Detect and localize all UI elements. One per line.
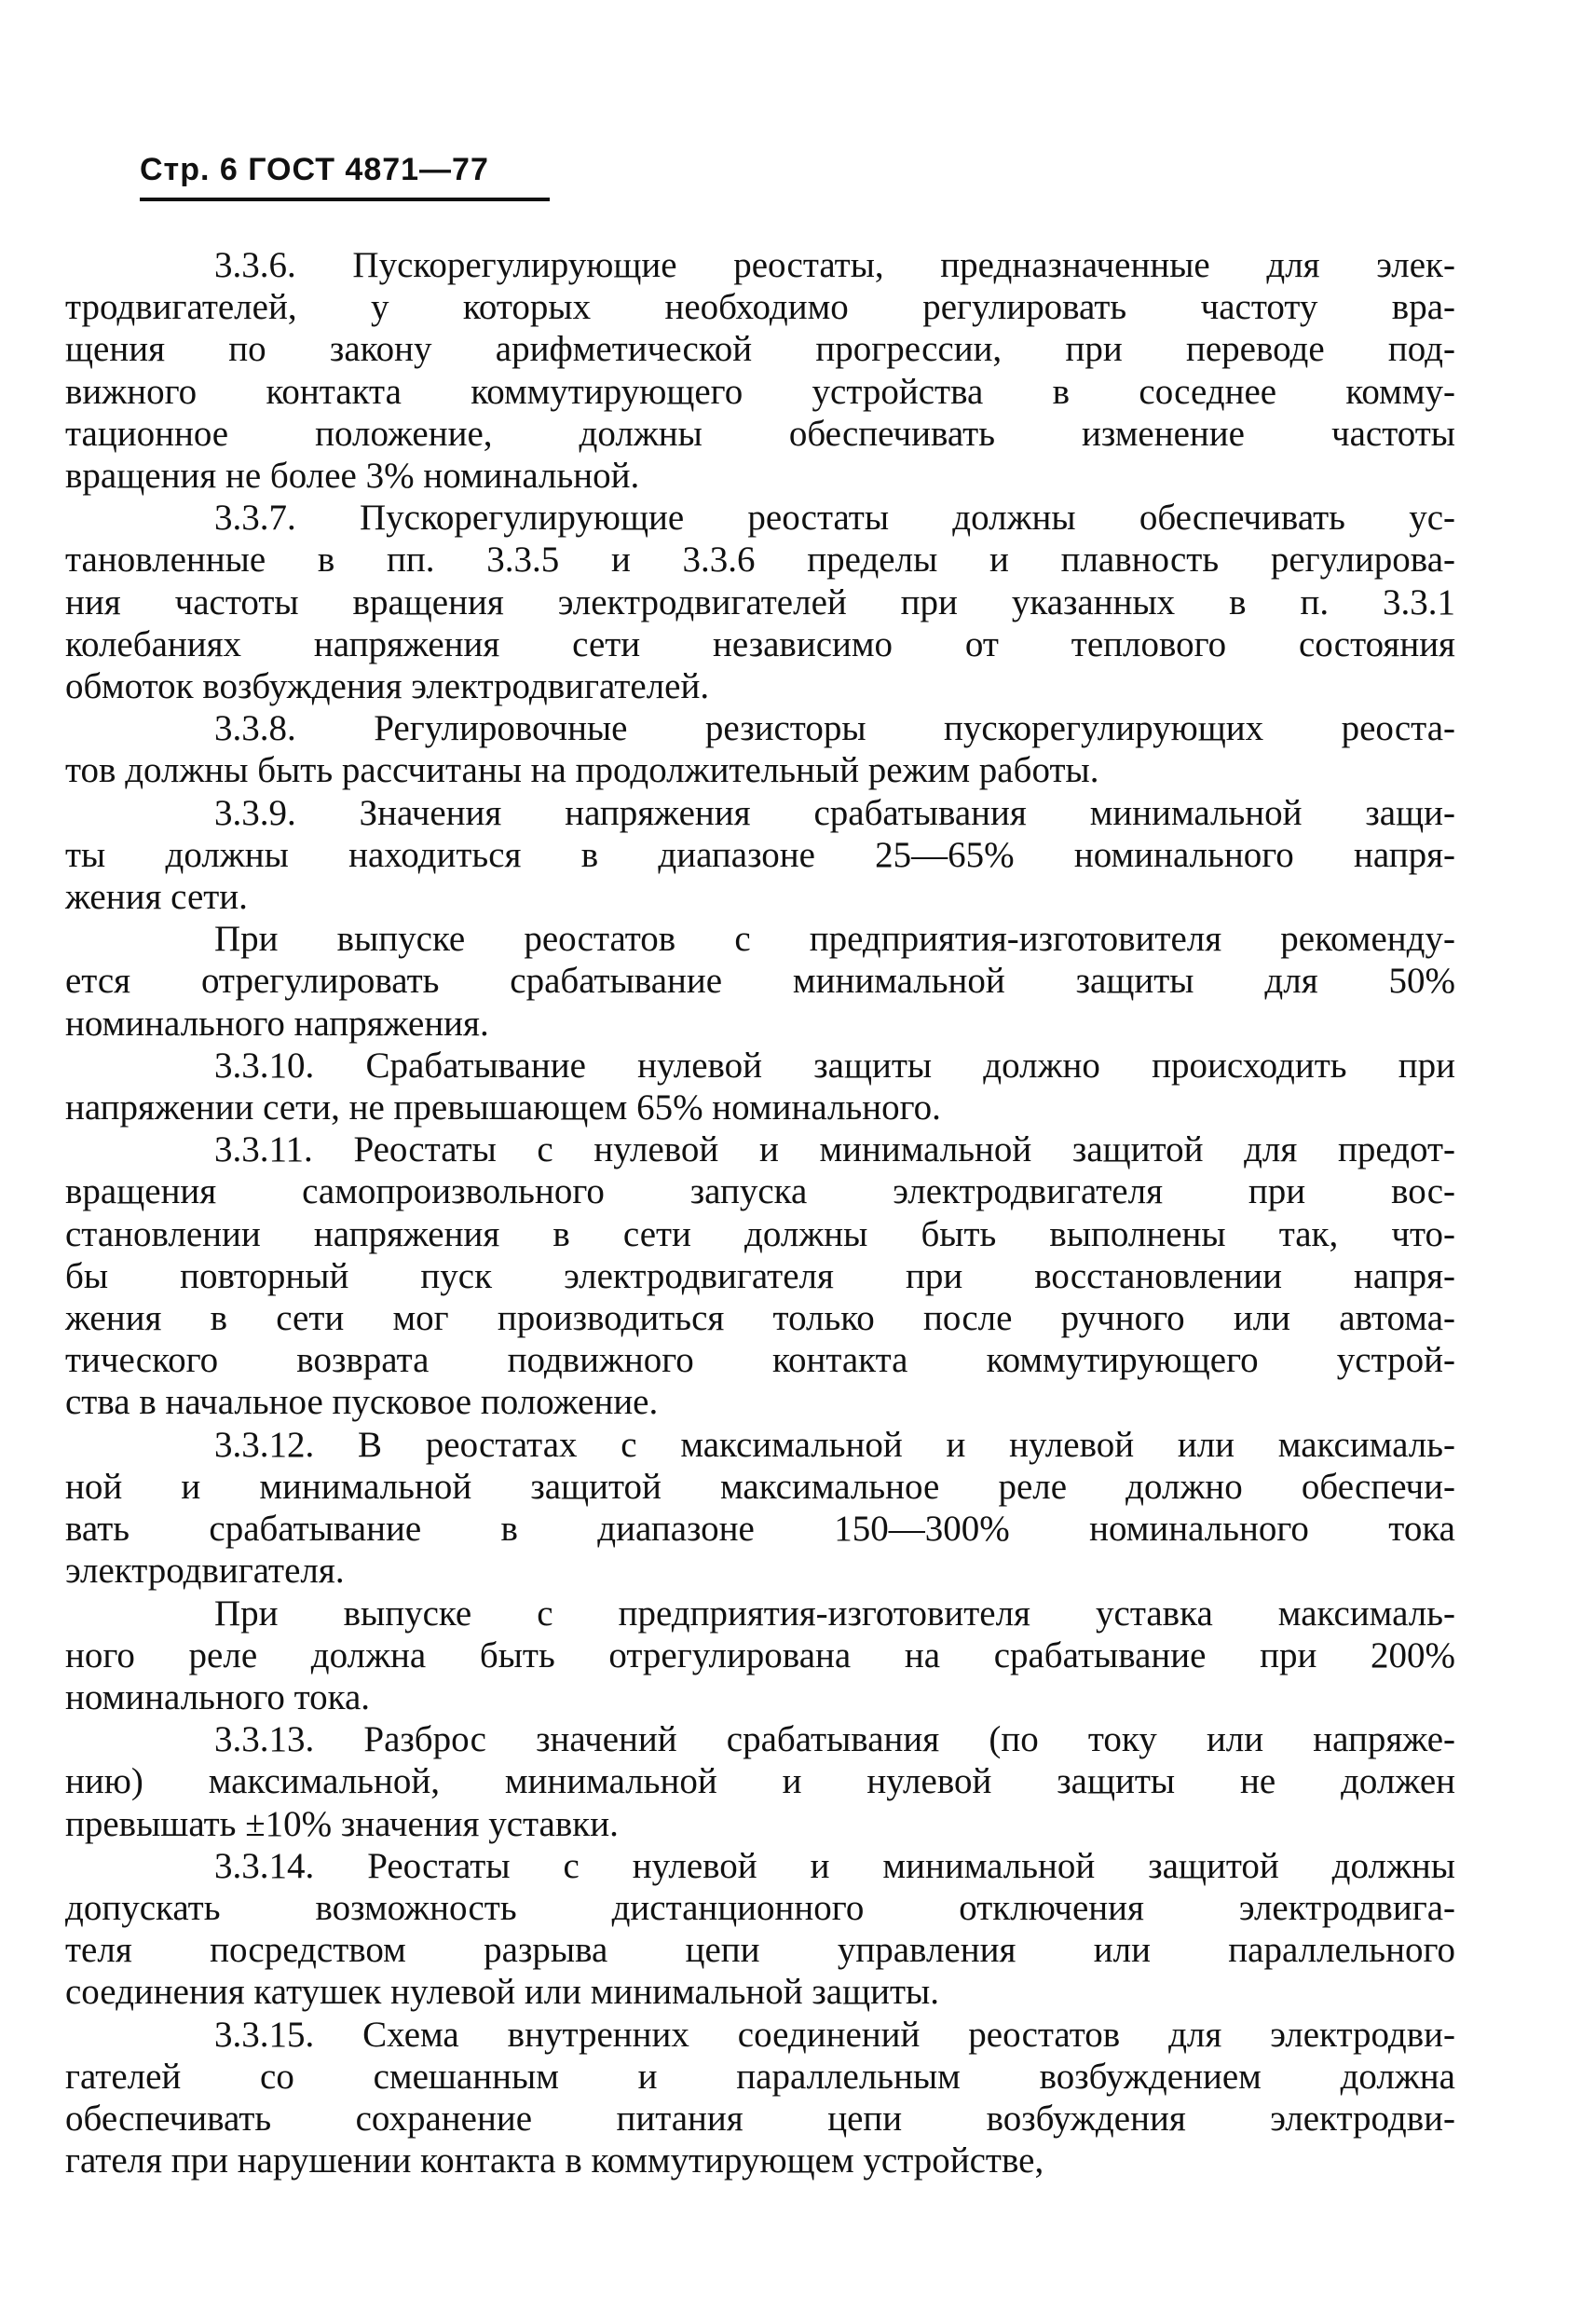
text-line: 3.3.12. В реостатах с максимальной и нулевой или максималь- <box>214 1424 1455 1465</box>
text-line: гателей со смешанным и параллельным возбуждением должна <box>65 2056 1455 2097</box>
text-line: щения по закону арифметической прогрессии, при переводе под- <box>65 329 1455 370</box>
text-line: вращения не более 3% номинальной. <box>65 456 640 497</box>
text-line: напряжении сети, не превышающем 65% номинального. <box>65 1087 941 1128</box>
paragraph <box>65 792 1455 919</box>
text-line: становлении напряжения в сети должны быть выполнены так, что- <box>65 1213 1455 1254</box>
text-line: колебаниях напряжения сети независимо от теплового состояния <box>65 623 1455 664</box>
paragraph <box>65 2014 1455 2182</box>
text-line: тационное положение, должны обеспечивать изменение частоты <box>65 413 1455 454</box>
text-line: жения в сети мог производиться только после ручного или автома- <box>65 1298 1455 1339</box>
text-line: превышать ±10% значения уставки. <box>65 1803 619 1844</box>
paragraph <box>65 1045 1455 1128</box>
text-line: вращения самопроизвольного запуска электродвигателя при вос- <box>65 1171 1455 1212</box>
text-line: При выпуске реостатов с предприятия-изготовителя рекоменду- <box>214 919 1455 960</box>
page-header-text: Стр. 6 ГОСТ 4871—77 <box>140 152 489 187</box>
text-line: 3.3.15. Схема внутренних соединений реостатов для электродви- <box>214 2014 1455 2055</box>
text-line: тановленные в пп. 3.3.5 и 3.3.6 пределы и плавность регулирова- <box>65 540 1455 581</box>
text-line: бы повторный пуск электродвигателя при восстановлении напря- <box>65 1255 1455 1296</box>
text-line: ного реле должна быть отрегулирована на срабатывание при 200% <box>65 1634 1455 1675</box>
paragraph <box>65 497 1455 707</box>
text-line: ты должны находиться в диапазоне 25—65% номинального напря- <box>65 834 1455 875</box>
text-line: ется отрегулировать срабатывание минимальной защиты для 50% <box>65 961 1455 1002</box>
text-line: номинального напряжения. <box>65 1003 489 1044</box>
text-line: номинального тока. <box>65 1676 371 1717</box>
text-line: обеспечивать сохранение питания цепи возбуждения электродви- <box>65 2098 1455 2139</box>
paragraph <box>65 707 1455 791</box>
text-line: ния частоты вращения электродвигателей при указанных в п. 3.3.1 <box>65 581 1455 622</box>
document-body <box>65 244 1455 2181</box>
text-line: электродвигателя. <box>65 1551 345 1592</box>
text-line: 3.3.8. Регулировочные резисторы пускорегулирующих реоста- <box>214 708 1455 749</box>
paragraph <box>65 918 1455 1045</box>
text-line: 3.3.11. Реостаты с нулевой и минимальной защитой для предот- <box>214 1129 1455 1170</box>
text-line: 3.3.7. Пускорегулирующие реостаты должны обеспечивать ус- <box>214 498 1455 539</box>
text-line: теля посредством разрыва цепи управления или параллельного <box>65 1930 1455 1971</box>
text-line: 3.3.6. Пускорегулирующие реостаты, предназначенные для элек- <box>214 245 1455 285</box>
paragraph <box>65 1845 1455 2014</box>
text-line: гателя при нарушении контакта в коммутирующем устройстве, <box>65 2140 1044 2181</box>
page-header <box>140 149 550 201</box>
header-rule <box>140 198 550 201</box>
text-line: ства в начальное пусковое положение. <box>65 1382 659 1423</box>
text-line: нию) максимальной, минимальной и нулевой защиты не должен <box>65 1761 1455 1802</box>
paragraph <box>65 1424 1455 1593</box>
text-line: вижного контакта коммутирующего устройства в соседнее комму- <box>65 371 1455 412</box>
text-line: вать срабатывание в диапазоне 150—300% номинального тока <box>65 1509 1455 1550</box>
text-line: допускать возможность дистанционного отключения электродвига- <box>65 1887 1455 1928</box>
text-line: жения сети. <box>65 877 248 918</box>
text-line: 3.3.10. Срабатывание нулевой защиты должно происходить при <box>214 1045 1455 1086</box>
text-line: При выпуске с предприятия-изготовителя уставка максималь- <box>214 1593 1455 1634</box>
paragraph <box>65 1128 1455 1423</box>
text-line: тов должны быть рассчитаны на продолжительный режим работы. <box>65 750 1099 791</box>
text-line: 3.3.13. Разброс значений срабатывания (по току или напряже- <box>214 1719 1455 1760</box>
text-line: 3.3.14. Реостаты с нулевой и минимальной защитой должны <box>214 1845 1455 1886</box>
text-line: 3.3.9. Значения напряжения срабатывания минимальной защи- <box>214 792 1455 833</box>
text-line: ной и минимальной защитой максимальное реле должно обеспечи- <box>65 1466 1455 1507</box>
text-line: соединения катушек нулевой или минимальной защиты. <box>65 1972 939 2013</box>
paragraph <box>65 1593 1455 1719</box>
text-line: тического возврата подвижного контакта коммутирующего устрой- <box>65 1340 1455 1381</box>
paragraph <box>65 1718 1455 1845</box>
paragraph <box>65 244 1455 497</box>
text-line: обмоток возбуждения электродвигателей. <box>65 666 710 707</box>
text-line: тродвигателей, у которых необходимо регулировать частоту вра- <box>65 287 1455 328</box>
